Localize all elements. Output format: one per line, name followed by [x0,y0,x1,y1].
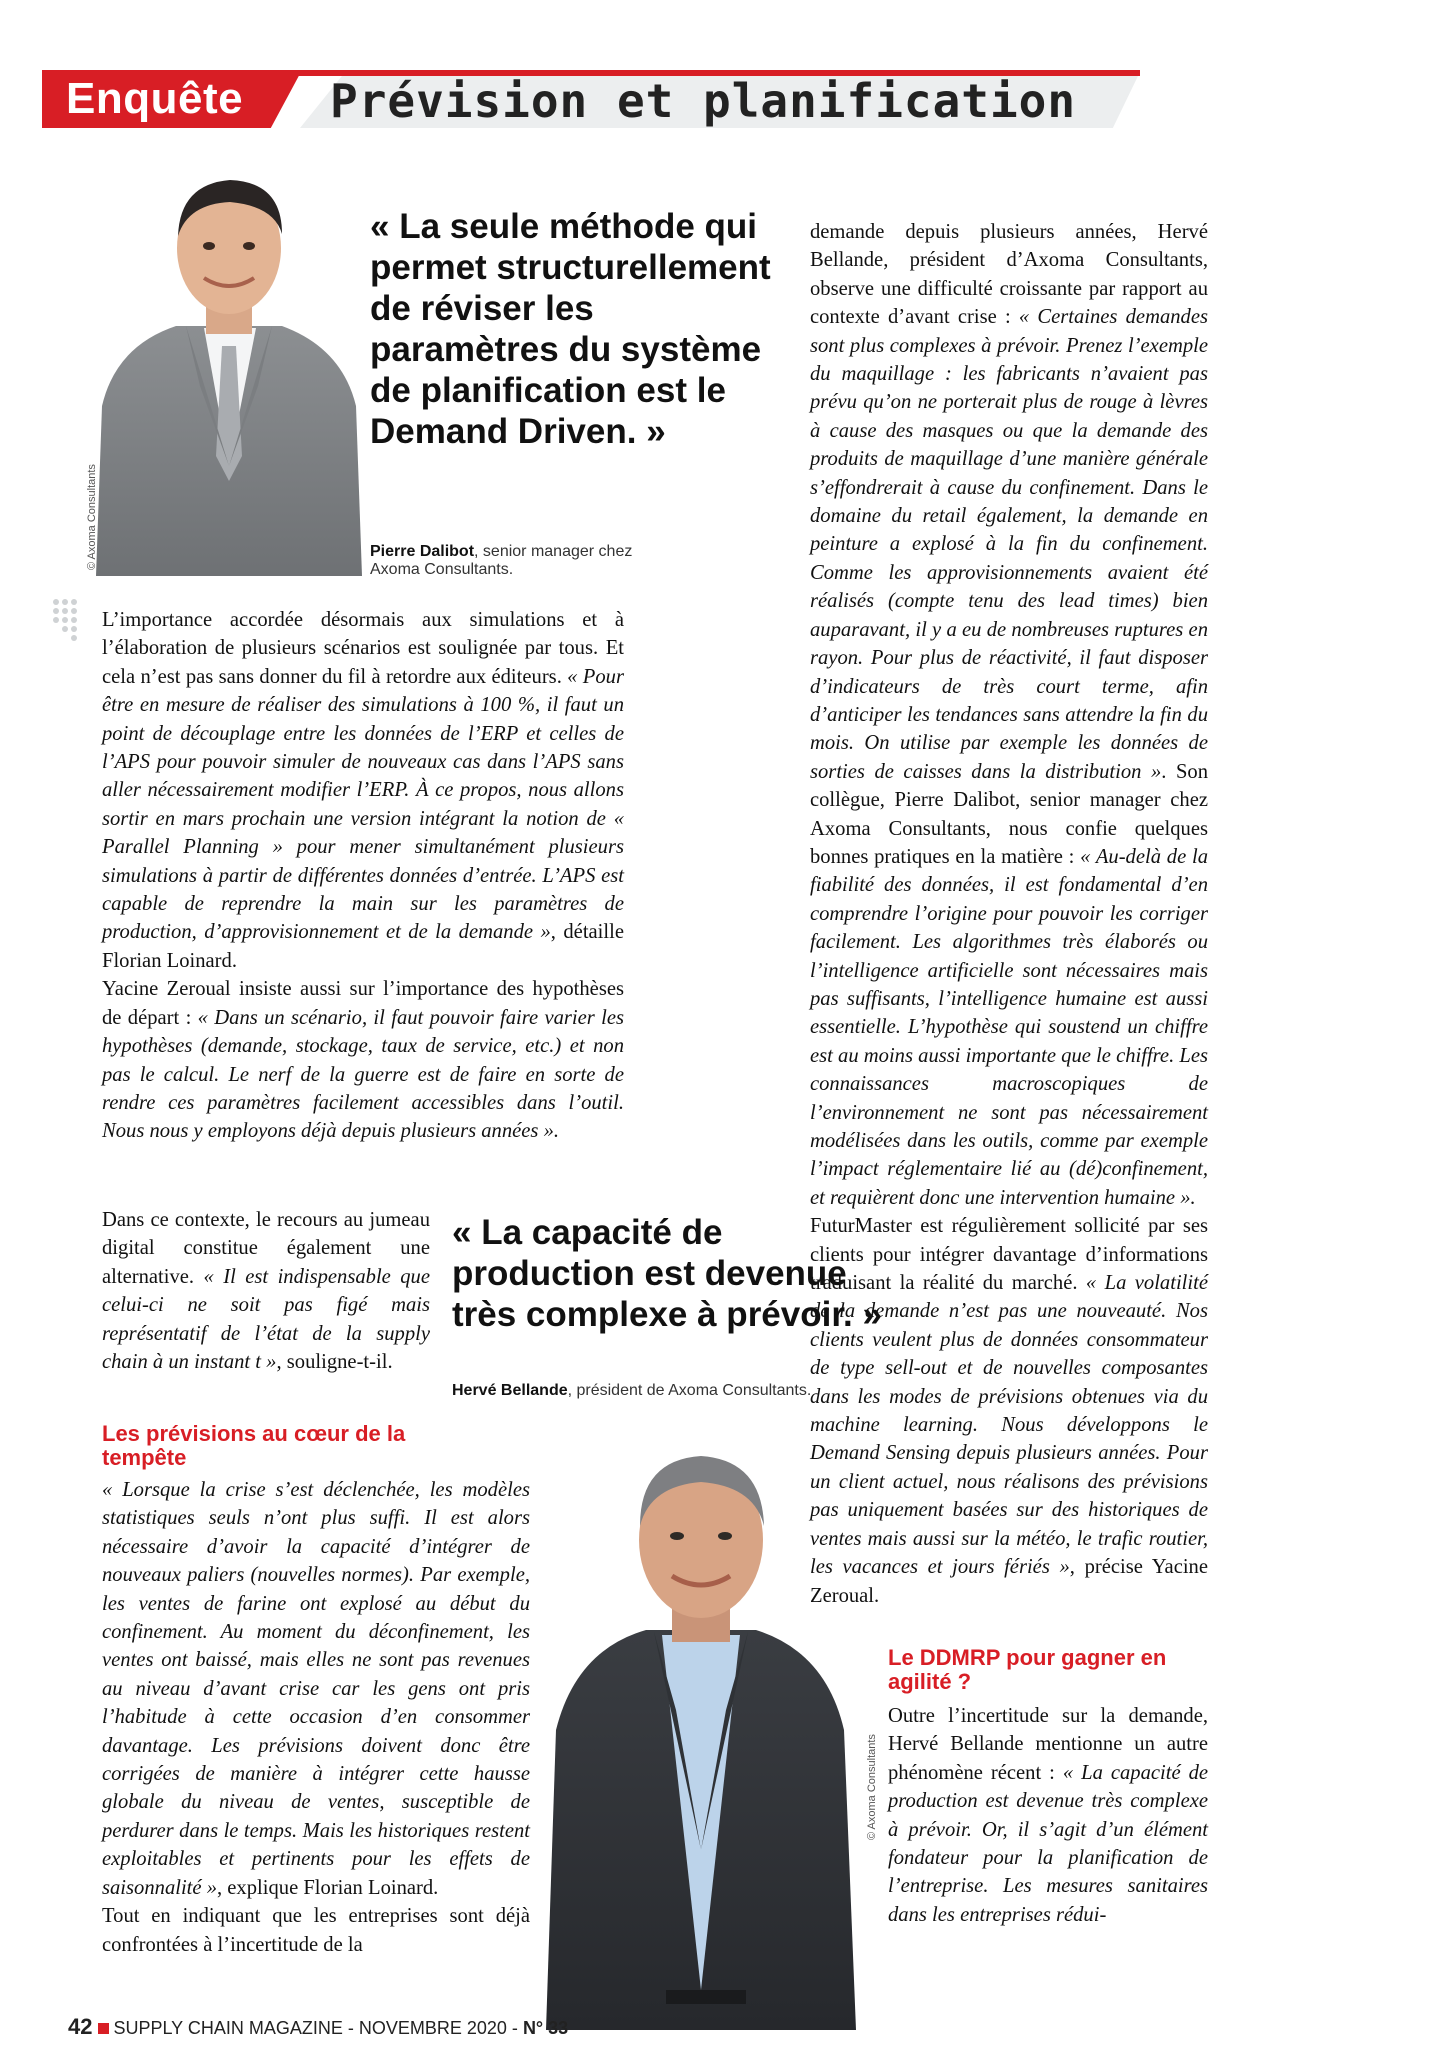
right-column-bottom [888,1702,1208,1929]
pull-quote: « La seule méthode qui permet structurellement de réviser les paramètres du système de planification est le Demand Driven. » [370,207,771,451]
paragraph-quote: « Pour être en mesure de réaliser des simulations à 100 %, il faut un point de découplage entre les données de l’ERP et celles de l’APS pour pouvoir simuler de nouveaux cas dans l’APS sans aller nécessairement modifier l’ERP. À ce propos, nous allons sortir en mars prochain une version intégrant la notion de « Parallel Planning » pour mener simultanément plusieurs simulations à partir de différentes données d’entrée. L’APS est capable de reprendre la main sur les paramètres de production, d’approvisionnement et de la demande » [102,665,624,944]
paragraph-quote: « Certaines demandes sont plus complexes à prévoir. Prenez l’exemple du maquillage : les fabricants n’avaient pas prévu qu’on ne porterait plus de rouge à lèvres à cause des masques ou que la demande des produits de maquillage d’une manière générale s’effondrerait à cause du confinement. Dans le domaine du retail également, la demande en peinture a explosé à la fin du confinement. Comme les approvisionnements avaient été réalisés (compte tenu des lead times) bien auparavant, il y a eu de nombreuses ruptures en rayon. Pour plus de réactivité, il faut disposer d’indicateurs de très court terme, afin d’anticiper les tendances sans attendre la fin du mois. On utilise par exemple les données de sorties de caisses dans la distribution » [810,306,1208,783]
decorative-dots [52,598,78,642]
photo-credit: © Axoma Consultants [86,464,98,570]
portrait-herve-bellande [536,1430,866,2030]
subheading: Le DDMRP pour gagner en agilité ? [888,1645,1167,1694]
author-name: Pierre Dalibot [370,543,475,560]
paragraph-text: demande depuis plusieurs années, Hervé Bellande, président d’Axoma Consultants, observe une difficulté croissante par rapport au contexte d’avant crise : [810,221,1208,329]
author-role: , senior manager chez Axoma Consultants. [370,543,633,578]
author-role: , président de Axoma Consultants. [567,1382,812,1399]
photo-credit: © Axoma Consultants [866,1734,878,1840]
page-title: Prévision et planification [330,74,1077,128]
portrait-pierre-dalibot [96,166,362,576]
paragraph-text: Tout en indiquant que les entreprises sont déjà confrontées à l’incertitude de la [102,1905,530,1956]
left-column [102,606,624,1146]
paragraph-text: Dans ce contexte, le recours au jumeau digital constitue également une alternative. [102,1209,430,1288]
paragraph-text: , détaille Florian Loinard. [102,921,624,972]
paragraph-text: , précise Yacine Zeroual. [810,1556,1208,1607]
quote-attribution [370,543,640,579]
paragraph [102,975,624,1145]
paragraph-quote: « Il est indispensable que celui-ci ne soit pas figé mais représentatif de l’état de la supply chain à un instant t » [102,1265,430,1374]
paragraph [810,218,1208,1212]
footer-square-icon [98,2023,109,2034]
paragraph-text: L’importance accordée désormais aux simulations et à l’élaboration de plusieurs scénarios est soulignée par tous. Et cela n’est pas sans donner du fil à retordre aux éditeurs. [102,609,624,688]
page-footer [68,2014,568,2040]
magazine-name: SUPPLY CHAIN MAGAZINE - NOVEMBRE 2020 - [113,2018,523,2038]
paragraph-quote: « Au-delà de la fiabilité des données, il est fondamental d’en comprendre l’origine pour pouvoir les corriger facilement. Les algorithmes très élaborés ou l’intelligence artificielle sont nécessaires mais pas suffisants, l’intelligence humaine est aussi essentielle. L’hypothèse qui soustend un chiffre est au moins aussi importante que le chiffre. Les connaissances macroscopiques de l’environnement ne sont pas nécessairement modélisées dans les outils, comme par exemple l’impact réglementaire lié au (dé)confinement, et requièrent donc une intervention humaine ». [810,845,1208,1209]
paragraph [102,606,624,975]
paragraph-text: . Son collègue, Pierre Dalibot, senior manager chez Axoma Consultants, nous confie quelques bonnes pratiques en la matière : [810,760,1208,868]
paragraph-quote: « La volatilité de la demande n’est pas une nouveauté. Nos clients veulent plus de données consommateur de type sell-out et de nouvelles composantes dans les modes de prévisions obtenues via du machine learning. Nous développons le Demand Sensing depuis plusieurs années. Pour un client actuel, nous réalisons des prévisions pas uniquement basées sur des historiques de ventes mais aussi sur la météo, le trafic routier, les vacances et jours fériés » [810,1272,1208,1579]
left-column-narrow [102,1206,430,1376]
paragraph-quote: « Dans un scénario, il faut pouvoir faire varier les hypothèses (demande, stockage, taux de service, etc.) et non pas le calcul. Le nerf de la guerre est de faire en sorte de rendre ces paramètres facilement accessibles dans l’outil. Nous nous y employons déjà depuis plusieurs années ». [102,1006,625,1143]
paragraph-text: , souligne-t-il. [276,1351,393,1374]
pull-quote: « La capacité de production est devenue très complexe à prévoir. » [452,1213,882,1334]
paragraph [888,1702,1208,1929]
subheading: Les prévisions au cœur de la tempête [102,1421,406,1470]
paragraph [102,1476,530,1902]
paragraph [102,1206,430,1376]
section-label: Enquête [66,74,244,123]
left-column-bottom [102,1476,530,1959]
paragraph-quote: « Lorsque la crise s’est déclenchée, les modèles statistiques seuls n’ont plus suffi. Il est alors nécessaire d’avoir la capacité d’intégrer de nouveaux paliers (nouvelles normes). Par exemple, les ventes de farine ont explosé au début du confinement. Au moment du déconfinement, les ventes ont baissé, mais elles ne sont pas revenues au niveau d’avant crise car les gens ont pris l’habitude à cette occasion d’en consommer davantage. Les prévisions doivent donc être corrigées de manière à intégrer cette hausse globale du niveau de ventes, susceptible de perdurer dans le temps. Mais les historiques restent exploitables et pertinents pour les effets de saisonnalité » [102,1479,530,1899]
page-number: 42 [68,2014,93,2039]
paragraph-text: Yacine Zeroual insiste aussi sur l’importance des hypothèses de départ : [102,978,624,1029]
quote-attribution [452,1382,872,1400]
issue-number: N° 33 [522,2018,569,2038]
paragraph-text: , explique Florian Loinard. [217,1876,439,1899]
paragraph-text: FuturMaster est régulièrement sollicité par ses clients pour intégrer davantage d’informations traduisant la réalité du marché. [810,1215,1208,1295]
author-name: Hervé Bellande [452,1382,568,1399]
right-column-top [810,218,1208,1610]
paragraph-text: Outre l’incertitude sur la demande, Hervé Bellande mentionne un autre phénomène récent : [888,1705,1208,1784]
paragraph [102,1902,530,1959]
paragraph-quote: « La capacité de production est devenue très complexe à prévoir. Or, il s’agit d’un élément fondateur pour la planification de l’entreprise. Les mesures sanitaires dans les entreprises rédui- [888,1761,1209,1926]
